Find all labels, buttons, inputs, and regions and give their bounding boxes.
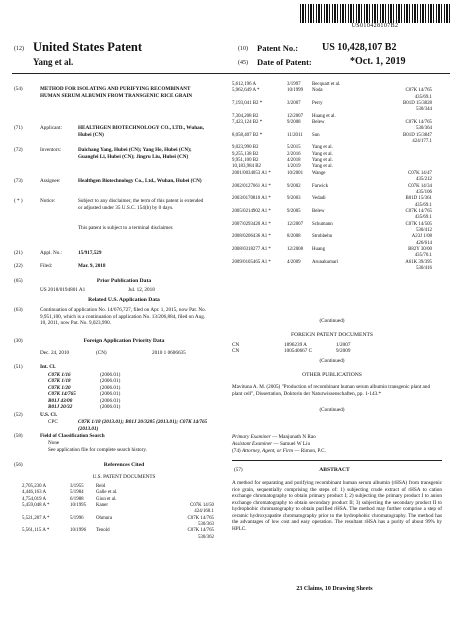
foreign-priority-country: (CN) — [96, 350, 107, 356]
code-10: (10) — [238, 46, 248, 52]
related-data-title: Related U.S. Application Data — [88, 297, 160, 303]
foreign-doc-row: CN 1896239 A 1/2007 — [232, 342, 351, 348]
int-cl-version: (2006.01) — [100, 372, 121, 378]
reference-row: 8,058,407 B2 * 11/2011 Sun B01D 15/3847 — [232, 132, 432, 138]
patent-no-label: Patent No.: — [257, 43, 299, 53]
reference-row: 7,304,208 B2 12/2007 Huang et al. — [232, 113, 336, 119]
reference-row: 2007/0293420 A1 * 12/2007 Schumann C07K 14/505 — [232, 221, 432, 227]
reference-row: 7,193,041 B2 * 3/2007 Perry B01D 15/3828 — [232, 101, 432, 107]
other-publication-text: Mavituna A. M. (2005) "Production of recombinant human serum albumin transgenic plant and plant cell", Dissertation, Doktorin der Naturwissenschaften, pp. 1-143.* — [232, 384, 431, 397]
reference-subclass: 435/70.1 — [414, 253, 432, 259]
code-45: (45) — [238, 60, 248, 66]
int-cl-version: (2006.01) — [100, 404, 121, 410]
reference-row: 2008/0318277 A1 * 12/2008 Huang B82Y 30/00 — [232, 246, 432, 252]
us-cl-label: U.S. Cl. — [40, 412, 58, 418]
assignee-value: Healthgen Biotechnology Co., Ltd., Wuhan, Hubei (CN) — [78, 178, 202, 184]
abstract-rule — [232, 460, 442, 461]
barcode-number: US010428107B2 — [351, 23, 399, 29]
prior-publication-title: Prior Publication Data — [96, 278, 152, 284]
int-cl-version: (2006.01) — [100, 378, 121, 385]
applicant-label: Applicant: — [40, 125, 62, 131]
int-cl-code: B01J 43/00 — [48, 397, 73, 404]
code-72: (72) — [14, 147, 23, 153]
reference-row: 2009/0105465 A1 * 4/2009 Arunakumari A61K 39/395 — [232, 259, 432, 265]
continued-note-2: (Continued) — [319, 358, 345, 364]
inventor-short: Yang et al. — [33, 57, 74, 67]
notice-label: Notice: — [40, 198, 56, 204]
applicant-value: HEALTHGEN BIOTECHNOLOGY CO., LTD., Wuhan, Hubei (CN) — [78, 125, 204, 138]
reference-subclass: 435/69.1 — [414, 94, 432, 100]
field-search-label: Field of Classification Search — [40, 433, 105, 439]
code-57: (57) — [234, 467, 243, 473]
patent-number: US 10,428,107 B2 — [322, 42, 397, 53]
notice-text: Subject to any disclaimer, the term of this patent is extended or adjusted under 35 U.S.C. 154(b) by 0 days. — [78, 198, 204, 211]
primary-examiner: Primary Examiner — Manjunath N Rao — [232, 434, 316, 440]
reference-row: 2002/0127661 A1 * 9/2002 Farwick C07K 14/34 — [232, 183, 432, 189]
reference-subclass: 530/364 — [415, 126, 432, 132]
code-56: (56) — [14, 462, 23, 468]
reference-row: 4,754,019 A 6/1988 Gion et al. — [22, 496, 117, 502]
reference-subclass: 530/344 — [415, 107, 432, 113]
reference-subclass: 426/614 — [415, 240, 432, 246]
cpc-label: CPC — [48, 419, 58, 425]
continued-note-3: (Continued) — [319, 407, 345, 413]
reference-subclass: 424/177.1 — [412, 139, 432, 145]
reference-row: 5,962,649 A * 10/1999 Noda C07K 14/765 — [232, 88, 432, 94]
filed-value: Mar. 9, 2018 — [78, 263, 106, 269]
assignee-label: Assignee: — [40, 178, 61, 184]
prior-publication-date: Jul. 12, 2018 — [128, 287, 155, 293]
other-publications-title: OTHER PUBLICATIONS — [302, 372, 362, 378]
code-54: (54) — [14, 86, 23, 92]
int-cl-code: C07K 1/20 — [48, 384, 71, 391]
reference-row: 5,521,287 A * 5/1996 Ohmura C07K 14/765 — [22, 515, 214, 521]
reference-row: 2008/0206436 A1 * 8/2008 Strohbehn A23J 1/08 — [232, 234, 432, 240]
code-51: (51) — [14, 364, 23, 370]
int-cl-version: (2006.01) — [100, 391, 121, 398]
claims-summary: 23 Claims, 10 Drawing Sheets — [296, 586, 373, 592]
code-12: (12) — [14, 46, 24, 52]
reference-subclass: 530/363 — [197, 522, 214, 528]
reference-row: 10,183,984 B2 1/2019 Yang et al. — [232, 164, 333, 170]
code-63: (63) — [14, 307, 23, 313]
code-22: (22) — [14, 263, 23, 269]
code-58: (58) — [14, 433, 23, 439]
foreign-docs-title: FOREIGN PATENT DOCUMENTS — [290, 332, 374, 338]
reference-row: 2001/0034053 A1 * 10/2001 Wange C07K 14/47 — [232, 170, 432, 176]
inventors-label: Inventors: — [40, 147, 62, 153]
foreign-doc-row: CN 100540667 C 9/2009 — [232, 348, 351, 355]
reference-subclass: 435/212 — [415, 177, 432, 183]
date-of-patent: *Oct. 1, 2019 — [350, 56, 406, 67]
reference-row: 2,705,230 A 3/1955 Reid — [22, 484, 106, 489]
code-notice: ( * ) — [14, 198, 23, 204]
reference-row: 9,951,100 B2 4/2018 Yang et al. — [232, 158, 333, 164]
foreign-priority-title: Foreign Application Priority Data — [83, 338, 165, 344]
filed-label: Filed: — [40, 263, 53, 269]
reference-subclass: 530/362 — [197, 534, 214, 540]
continuation-text: Continuation of application No. 14/676,727, filed on Apr. 1, 2015, now Pat. No. 9,951,100, which is a continuation of application No. 13/206,884, filed on Aug. 10, 2011, now Pat. No. 9,023,990. — [40, 307, 206, 326]
appl-no-value: 15/917,529 — [78, 250, 102, 256]
int-cl-code: B01J 20/32 — [48, 404, 73, 410]
abstract-title: ABSTRACT — [319, 467, 350, 473]
cpc-value: C07K 1/18 (2013.01); B01J 20/3285 (2013.01); C07K 14/765 (2013.01) — [78, 419, 208, 432]
reference-row: 5,612,196 A 3/1997 Becquart et al. — [232, 82, 341, 87]
int-cl-label: Int. Cl. — [40, 364, 56, 370]
reference-row: 9,255,138 B2 2/2016 Yang et al. — [232, 151, 333, 157]
reference-row: 5,459,048 A * 10/1995 Kaner C07K 14/50 — [22, 503, 214, 509]
date-of-patent-label: Date of Patent: — [257, 57, 312, 67]
foreign-priority-date: Dec. 24, 2010 — [40, 350, 70, 356]
code-21: (21) — [14, 250, 23, 256]
reference-subclass: 530/412 — [415, 227, 432, 233]
foreign-priority-number: 2010 1 0606635 — [152, 350, 186, 356]
int-cl-code: C07K 1/18 — [48, 378, 71, 385]
int-cl-code: C07K 1/16 — [48, 372, 71, 378]
field-search-none: None — [48, 440, 60, 446]
int-cl-version: (2006.01) — [100, 384, 121, 391]
int-cl-code: C07K 14/765 — [48, 391, 76, 398]
reference-row: 2005/0214902 A1 * 9/2005 Belew C07K 14/765 — [232, 208, 432, 214]
code-71: (71) — [14, 125, 23, 131]
header-rule — [12, 73, 450, 74]
reference-row: 4,446,163 A 5/1984 Galle et al. — [22, 490, 118, 496]
reference-subclass: 435/69.1 — [414, 202, 432, 208]
left-reference-list — [22, 484, 214, 541]
appl-no-label: Appl. No.: — [40, 250, 63, 256]
right-reference-list — [232, 82, 432, 272]
reference-row: 7,423,124 B2 * 9/2008 Belew C07K 14/765 — [232, 120, 432, 126]
reference-row: 2003/0170810 A1 * 9/2003 Vedadi B01D 15/361 — [232, 196, 432, 202]
code-73: (73) — [14, 178, 23, 184]
references-title: References Cited — [103, 462, 145, 468]
code-65: (65) — [14, 278, 23, 284]
terminal-disclaimer: This patent is subject to a terminal disclaimer. — [78, 225, 174, 231]
reference-subclass: 435/69.1 — [414, 215, 432, 221]
prior-publication-number: US 2018/0194801 A1 — [40, 287, 86, 293]
reference-row: 5,561,115 A * 10/1996 Tenold C07K 14/765 — [22, 528, 214, 534]
us-patent-docs-title: U.S. PATENT DOCUMENTS — [92, 474, 156, 480]
int-cl-version: (2006.01) — [100, 397, 121, 404]
code-52: (52) — [14, 412, 23, 418]
reference-subclass: 435/106 — [415, 189, 432, 195]
assistant-examiner: Assistant Examiner — Samuel W Liu — [232, 441, 311, 447]
patent-title: METHOD FOR ISOLATING AND PURIFYING RECOMBINANT HUMAN SERUM ALBUMIN FROM TRANSGENIC RICE GRAIN — [40, 86, 193, 99]
reference-subclass: 530/416 — [415, 265, 432, 271]
code-30: (30) — [14, 338, 23, 344]
continued-note: (Continued) — [319, 318, 345, 324]
reference-row: 9,023,990 B2 5/2015 Yang et al. — [232, 145, 333, 151]
document-type: United States Patent — [33, 40, 143, 54]
barcode-image — [300, 4, 450, 23]
inventors-value: Daichang Yang, Hubei (CN); Yang He, Hubei (CN); Guangfei Li, Hubei (CN); Jingru Liu, Hubei (CN) — [78, 147, 192, 160]
attorney: (74) Attorney, Agent, or Firm — Rimon, P.C. — [232, 448, 326, 454]
abstract-text: A method for separating and purifying recombinant human serum albumin (rHSA) from transgenic rice grain, sequentially comprising the steps of: 1) subjecting crude extract of rHSA to cation exchange chromatography to obtain primary product I; 2) subjecting the primary product I to anion exchange chromatography to obtain secondary product II; 3) subjecting the secondary product II to hydrophobic chromatography to obtain purified rHSA. The method may further comprise a step of ceramic hydroxyapatite chromatography prior to the hydrophobic chromatography. The method has the advantages of low cost and easy operation. The resultant rHSA has a purity of about 99% by HPLC. — [232, 480, 442, 532]
reference-subclass: 424/168.1 — [194, 509, 214, 515]
field-search-note: See application file for complete search history. — [48, 447, 147, 453]
